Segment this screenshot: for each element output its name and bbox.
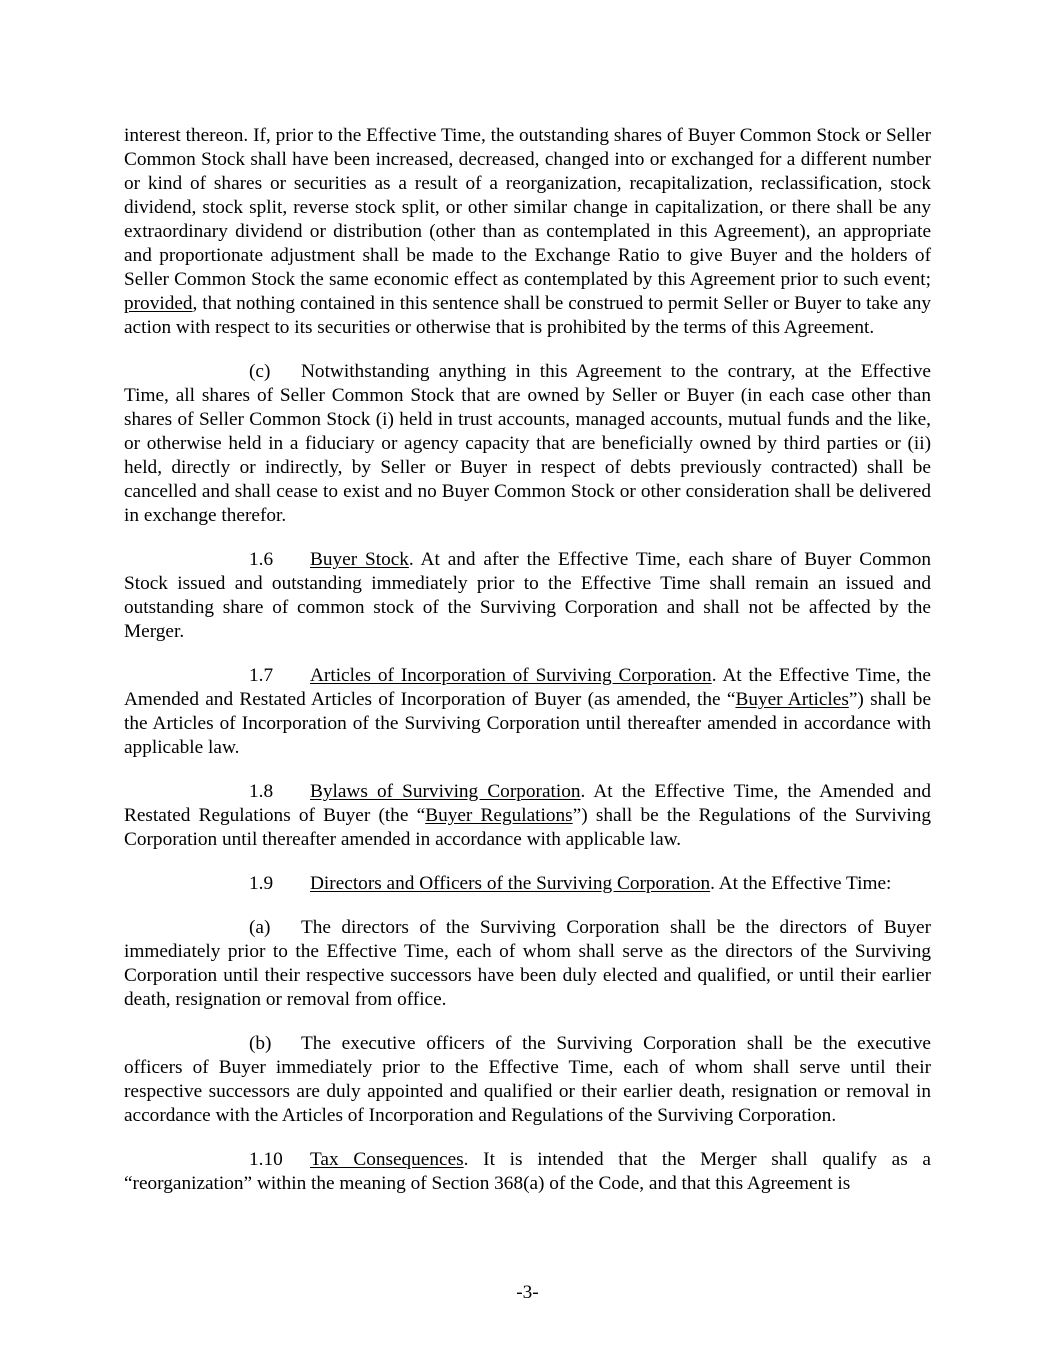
defined-term: Buyer Articles	[735, 689, 849, 710]
section-heading: Buyer Stock	[310, 549, 409, 570]
paragraph-text: . At and after the Effective Time, each share of Buyer Common Stock issued and outstanding immediately prior to the Effective Time shall remain an issued and outstanding share of common stock of the Surviving Corporation and shall not be affected by the Merger.	[124, 549, 931, 642]
section-number: 1.10	[249, 1149, 283, 1170]
paragraph-text: . At the Effective Time, the Amended and Restated Articles of Incorporation of Buyer (as amended, the “	[124, 665, 931, 710]
section-1-9-b	[124, 1032, 931, 1128]
paragraph-text: , that nothing contained in this sentence shall be construed to permit Seller or Buyer to take any action with respect to its securities or otherwise that is prohibited by the terms of this Agreement.	[124, 293, 931, 338]
section-number: 1.9	[249, 873, 274, 894]
paragraph-text: Notwithstanding anything in this Agreement to the contrary, at the Effective Time, all shares of Seller Common Stock that are owned by Seller or Buyer (in each case other than shares of Seller Common Stock (i) held in trust accounts, managed accounts, mutual funds and the like, or otherwise held in a fiduciary or agency capacity that are beneficially owned by third parties or (ii) held, directly or indirectly, by Seller or Buyer in respect of debts previously contracted) shall be cancelled and shall cease to exist and no Buyer Common Stock or other consideration shall be delivered in exchange therefor.	[124, 361, 931, 526]
provided-term: provided	[124, 293, 193, 314]
section-1-7	[124, 664, 931, 760]
paragraph-text: The directors of the Surviving Corporation shall be the directors of Buyer immediately prior to the Effective Time, each of whom shall serve as the directors of the Surviving Corporation until their respective successors have been duly elected and qualified, or until their earlier death, resignation or removal from office.	[124, 917, 931, 1010]
section-number: 1.7	[249, 665, 274, 686]
paragraph-text: interest thereon. If, prior to the Effective Time, the outstanding shares of Buyer Common Stock or Seller Common Stock shall have been increased, decreased, changed into or exchanged for a different number or kind of shares or securities as a result of a reorganization, recapitalization, reclassification, stock dividend, stock split, reverse stock split, or other similar change in capitalization, or there shall be any extraordinary dividend or distribution (other than as contemplated in this Agreement), an appropriate and proportionate adjustment shall be made to the Exchange Ratio to give Buyer and the holders of Seller Common Stock the same economic effect as contemplated by this Agreement prior to such event;	[124, 125, 931, 290]
paragraph-text: The executive officers of the Surviving Corporation shall be the executive officers of Buyer immediately prior to the Effective Time, each of whom shall serve until their respective successors are duly appointed and qualified or their earlier death, resignation or removal in accordance with the Articles of Incorporation and Regulations of the Surviving Corporation.	[124, 1033, 931, 1126]
section-heading: Articles of Incorporation of Surviving Corporation	[310, 665, 712, 686]
section-heading: Tax Consequences	[310, 1149, 464, 1170]
section-number: 1.8	[249, 781, 274, 802]
section-heading: Bylaws of Surviving Corporation	[310, 781, 581, 802]
clause-label: (b)	[249, 1033, 272, 1054]
section-heading: Directors and Officers of the Surviving Corporation	[310, 873, 711, 894]
section-1-6	[124, 548, 931, 644]
paragraph-text: ”) shall be the Regulations of the Surviving Corporation until thereafter amended in accordance with applicable law.	[124, 805, 931, 850]
section-1-8	[124, 780, 931, 852]
document-page	[124, 124, 931, 1216]
paragraph-c	[124, 360, 931, 528]
section-1-9	[124, 872, 931, 896]
paragraph-b-continuation	[124, 124, 931, 340]
clause-label: (a)	[249, 917, 271, 938]
section-1-10	[124, 1148, 931, 1196]
clause-label: (c)	[249, 361, 271, 382]
paragraph-text: . It is intended that the Merger shall qualify as a “reorganization” within the meaning of Section 368(a) of the Code, and that this Agreement is	[124, 1149, 931, 1194]
page-number: -3-	[516, 1282, 539, 1303]
paragraph-text: . At the Effective Time:	[710, 873, 892, 894]
section-number: 1.6	[249, 549, 274, 570]
section-1-9-a	[124, 916, 931, 1012]
defined-term: Buyer Regulations	[425, 805, 573, 826]
paragraph-text: ”) shall be the Articles of Incorporation of the Surviving Corporation until thereafter amended in accordance with applicable law.	[124, 689, 932, 758]
paragraph-text: . At the Effective Time, the Amended and Restated Regulations of Buyer (the “	[124, 781, 931, 826]
